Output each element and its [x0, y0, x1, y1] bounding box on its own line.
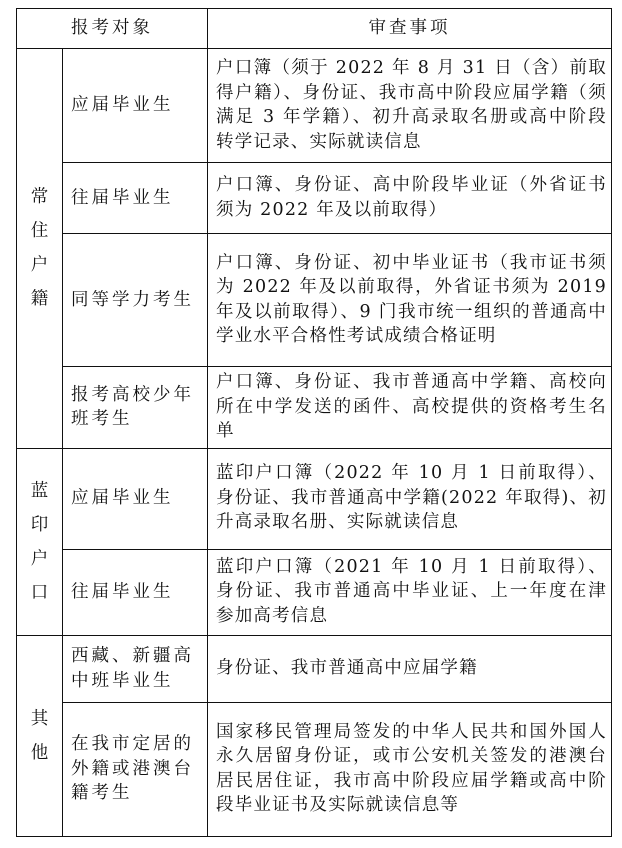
table-row: [17, 702, 612, 836]
target-cell: 应届毕业生: [63, 448, 208, 549]
requirements-cell: 户口簿、身份证、高中阶段毕业证（外省证书须为 2022 年及以前取得）: [208, 163, 612, 234]
table-row: [17, 49, 612, 163]
target-cell: 报考高校少年班考生: [63, 367, 208, 449]
table-row: [17, 163, 612, 234]
target-cell: 往届毕业生: [63, 163, 208, 234]
header-requirements: 审查事项: [208, 9, 612, 49]
table-row: [17, 448, 612, 549]
table-row: [17, 234, 612, 367]
target-cell: 应届毕业生: [63, 49, 208, 163]
table-row: [17, 367, 612, 449]
target-cell: 在我市定居的外籍或港澳台籍考生: [63, 702, 208, 836]
table-row: [17, 549, 612, 635]
requirements-cell: 户口簿（须于 2022 年 8 月 31 日（含）前取得户籍）、身份证、我市高中阶段应届学籍（须满足 3 年学籍）、初升高录取名册或高中阶段转学记录、实际就读信息: [208, 49, 612, 163]
target-cell: 西藏、新疆高中班毕业生: [63, 635, 208, 702]
target-cell: 同等学力考生: [63, 234, 208, 367]
header-row: [17, 9, 612, 49]
requirements-cell: 国家移民管理局签发的中华人民共和国外国人永久居留身份证，或市公安机关签发的港澳台居民居住证，我市高中阶段应届学籍或高中阶段毕业证书及实际就读信息等: [208, 702, 612, 836]
group-label-blue-stamp-residence: 蓝印户口: [17, 448, 63, 635]
header-target: 报考对象: [17, 9, 208, 49]
requirements-cell: 户口簿、身份证、我市普通高中学籍、高校向所在中学发送的函件、高校提供的资格考生名单: [208, 367, 612, 449]
exam-eligibility-table: [16, 8, 612, 837]
group-label-permanent-residence: 常住户籍: [17, 49, 63, 449]
target-cell: 往届毕业生: [63, 549, 208, 635]
requirements-cell: 蓝印户口簿（2022 年 10 月 1 日前取得）、身份证、我市普通高中学籍(2022 年取得)、初升高录取名册、实际就读信息: [208, 448, 612, 549]
requirements-cell: 蓝印户口簿（2021 年 10 月 1 日前取得）、身份证、我市普通高中毕业证、上一年度在津参加高考信息: [208, 549, 612, 635]
table-row: [17, 635, 612, 702]
requirements-cell: 户口簿、身份证、初中毕业证书（我市证书须为 2022 年及以前取得，外省证书须为 2019 年及以前取得）、9 门我市统一组织的普通高中学业水平合格性考试成绩合格证明: [208, 234, 612, 367]
requirements-cell: 身份证、我市普通高中应届学籍: [208, 635, 612, 702]
group-label-other: 其他: [17, 635, 63, 836]
